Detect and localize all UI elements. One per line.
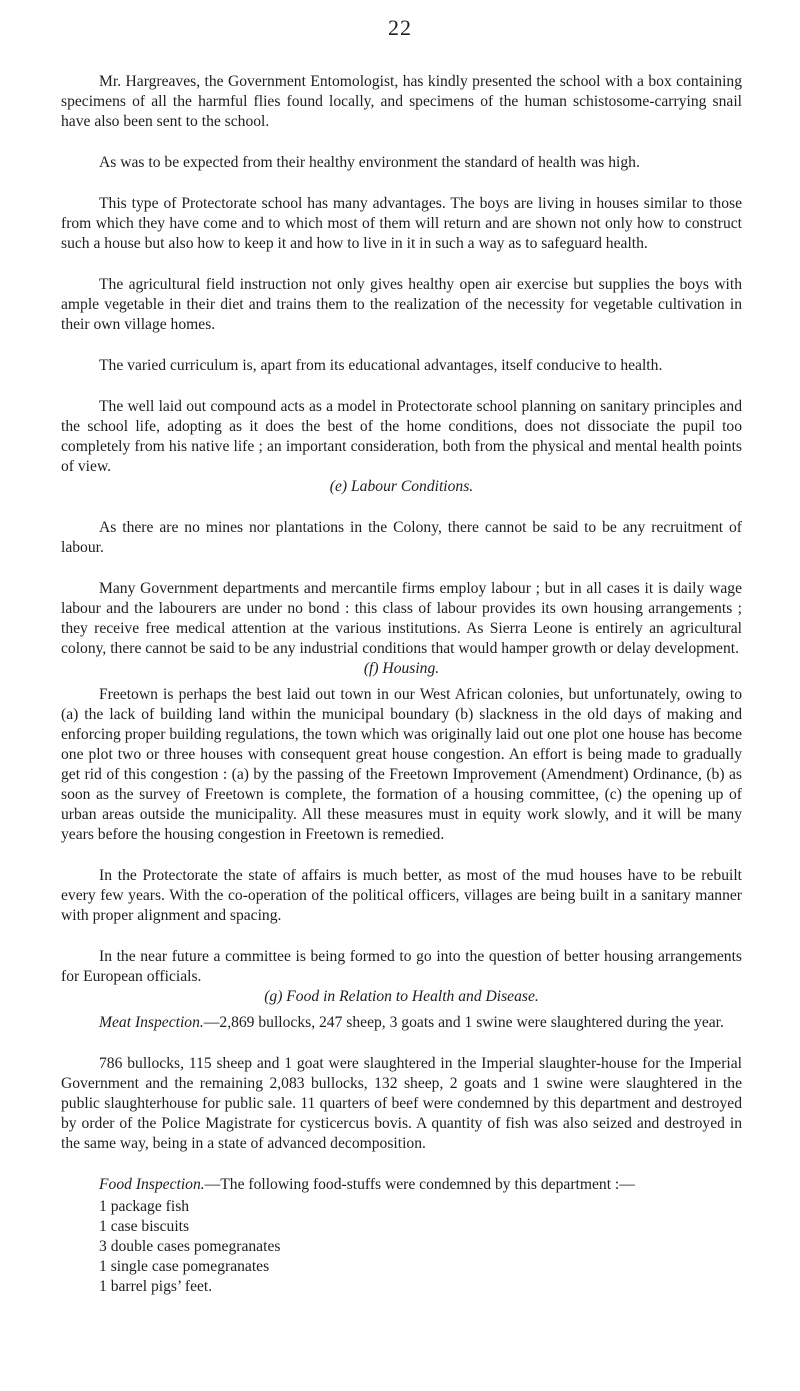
condemned-food-list [61, 1197, 742, 1297]
paragraph: As there are no mines nor plantations in the Colony, there cannot be said to be any recruitment of labour. [61, 519, 742, 556]
meat-inspection-paragraph [61, 1013, 742, 1033]
paragraph: As was to be expected from their healthy environment the standard of health was high. [99, 154, 640, 171]
paragraph: 786 bullocks, 115 sheep and 1 goat were slaughtered in the Imperial slaughter-house for the Imperial Government and the remaining 2,083 bullocks, 132 sheep, 2 goats and 1 swine were slaughtered in the public slaughterhouse for public sale. 11 quarters of beef were condemned by this department and destroyed by order of the Police Magistrate for cysticercus bovis. A quantity of fish was also seized and destroyed in the same way, being in a state of advanced decomposition. [61, 1055, 742, 1152]
paragraph: In the near future a committee is being formed to go into the question of better housing arrangements for European officials. [61, 948, 742, 985]
food-inspection-label: Food Inspection. [99, 1176, 205, 1193]
paragraph: The agricultural field instruction not only gives healthy open air exercise but supplies the boys with ample vegetable in their diet and trains them to the realization of the necessity for vegetable cultivation in their own village homes. [61, 276, 742, 333]
meat-inspection-text: —2,869 bullocks, 247 sheep, 3 goats and 1 swine were slaughtered during the year. [203, 1014, 724, 1031]
list-item: 1 single case pomegranates [99, 1258, 270, 1275]
paragraph: The varied curriculum is, apart from its educational advantages, itself conducive to health. [99, 357, 663, 374]
paragraph: In the Protectorate the state of affairs is much better, as most of the mud houses have to be rebuilt every few years. With the co-operation of the political officers, villages are being built in a sanitary manner with proper alignment and spacing. [61, 867, 742, 924]
food-inspection-text: —The following food-stuffs were condemned by this department :— [204, 1176, 635, 1193]
meat-inspection-label: Meat Inspection. [99, 1014, 204, 1031]
section-heading-labour: (e) Labour Conditions. [329, 478, 474, 495]
paragraph: The well laid out compound acts as a model in Protectorate school planning on sanitary principles and the school life, adopting as it does the best of the home conditions, does not dissociate the pupil too completely from his native life ; an important consideration, both from the physical and mental health points of view. [61, 398, 742, 475]
paragraph: This type of Protectorate school has many advantages. The boys are living in houses similar to those from which they have come and to which most of them will return and are shown not only how to construct such a house but also how to keep it and how to live in it in such a way as to safeguard health. [61, 195, 742, 252]
paragraph: Freetown is perhaps the best laid out town in our West African colonies, but unfortunately, owing to (a) the lack of building land within the municipal boundary (b) slackness in the old days of making and enforcing proper building regulations, the town which was originally laid out one plot one house has become one plot two or three houses with consequent great house congestion. An effort is being made to gradually get rid of this congestion : (a) by the passing of the Freetown Improvement (Amendment) Ordinance, (b) as soon as the survey of Freetown is complete, the formation of a housing committee, (c) the opening up of urban areas outside the municipality. All these measures must in equity work slowly, and it will be many years before the housing congestion in Freetown is remedied. [61, 686, 742, 843]
page-body [61, 72, 742, 1297]
list-item: 1 barrel pigs’ feet. [99, 1278, 213, 1295]
section-heading-housing: (f) Housing. [363, 660, 440, 677]
paragraph: Mr. Hargreaves, the Government Entomologist, has kindly presented the school with a box containing specimens of all the harmful flies found locally, and specimens of the human schistosome-carrying snail have also been sent to the school. [61, 73, 742, 130]
food-inspection-paragraph [61, 1175, 742, 1195]
paragraph: Many Government departments and mercantile firms employ labour ; but in all cases it is daily wage labour and the labourers are under no bond : this class of labour provides its own housing arrangements ; they receive free medical attention at the various institutions. As Sierra Leone is entirely an agricultural colony, there cannot be said to be any industrial conditions that would hamper growth or delay development. [61, 580, 742, 657]
page-number: 22 [388, 15, 412, 40]
list-item: 3 double cases pomegranates [99, 1238, 281, 1255]
section-heading-food: (g) Food in Relation to Health and Disease. [264, 988, 539, 1005]
list-item: 1 case biscuits [99, 1218, 190, 1235]
list-item: 1 package fish [99, 1198, 190, 1215]
